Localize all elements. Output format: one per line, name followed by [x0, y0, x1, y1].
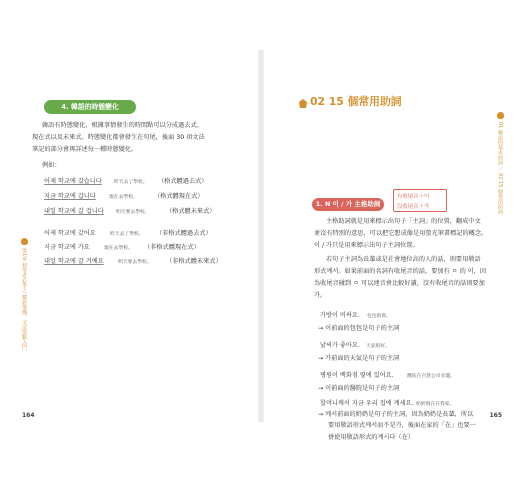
example-tag-2: （格式體現在式） — [154, 193, 204, 200]
example-tag-1: （格式體過去式） — [158, 178, 208, 185]
example-ko-2: 지금 학교에 갑니다 — [44, 193, 96, 200]
right-final-line-2: 併使用敬語形式的계시다（在） — [328, 434, 414, 441]
example-zh-4: 昨天去了學校。 — [110, 232, 144, 237]
hand-icon — [497, 112, 504, 119]
right-sidebar — [496, 112, 504, 230]
example-zh-3: 明天要去學校。 — [116, 210, 150, 215]
right-page — [264, 50, 514, 441]
example-tag-3: （格式體未來式） — [166, 208, 216, 215]
grammar-rule-1: 有收尾音＋이 — [397, 194, 430, 200]
example-zh-2: 現在去學校。 — [109, 195, 138, 200]
right-example-note-1: → 이前面的包包是句子的主詞 — [318, 325, 400, 332]
paragraph-line-1: 韓語有時態變化，根據事情發生的時間點可以分成過去式、 — [42, 122, 203, 129]
grammar-rule-2: 沒收尾音＋가 — [397, 204, 430, 210]
right-example-note-4: → 께서前面的奶奶是句子的主詞，因為奶奶是長輩，所以 — [318, 411, 474, 418]
example-ko-5: 지금 학교에 가요 — [44, 244, 90, 251]
right-example-ko-2: 날씨가 좋아요. — [320, 342, 360, 349]
right-example-zh-3: 醫院在百貨公司旁邊。 — [407, 374, 455, 379]
right-example-ko-3: 병원이 백화점 옆에 있어요. — [320, 372, 394, 379]
paragraph-line-3: 筆記的部分會再詳述每一種時態變化。 — [32, 146, 138, 153]
example-ko-6: 내일 학교에 갈 거예요 — [44, 258, 104, 265]
right-paragraph-line-4: 若句子主詞為長輩或是社會地位高的人的話，則要用敬語 — [326, 256, 481, 263]
paragraph-line-2: 現在式以及未來式。時態變化都會發生在句尾，後面 30 項文法 — [32, 134, 205, 141]
right-example-zh-2: 天氣很好。 — [366, 344, 390, 349]
right-example-ko-4: 할머니께서 지금 우리 집에 계세요. — [320, 400, 414, 407]
example-zh-6: 明天要去學校。 — [118, 260, 152, 265]
right-paragraph-line-5: 形式께서。如果前面的名詞有收尾音的話，要加有 ㅇ 的 이，因 — [314, 268, 487, 275]
book-spread — [6, 50, 514, 441]
left-page — [6, 50, 258, 422]
example-ko-1: 어제 학교에 갔습니다 — [44, 178, 102, 185]
example-tag-4: （非格式體過去式） — [156, 230, 212, 237]
right-example-note-3: → 이前面的醫院是句子的主詞 — [318, 385, 400, 392]
left-sidebar — [20, 238, 28, 388]
chapter-heading: 02 15 個常用助詞 — [310, 95, 402, 108]
right-paragraph-line-6: 為收尾音碰到 ㅇ 可以連音會比較好讀，沒有收尾音的話則要加 — [314, 280, 485, 287]
example-zh-1: 昨天去了學校。 — [114, 180, 148, 185]
right-sidebar-text: 01 韓語的基本助詞 ／ 02 15 個常用助詞 — [497, 122, 503, 215]
right-paragraph-line-3: 이 / 가只是用來標示出句子主詞位置。 — [314, 242, 419, 249]
chapter-icon — [298, 94, 308, 105]
example-tag-5: （非格式體現在式） — [144, 244, 200, 251]
left-sidebar-text: 第1章 初學者必學之 韓語架構，文法要點入門 — [21, 248, 27, 350]
right-example-ko-1: 가방이 비싸요. — [320, 312, 360, 319]
right-final-line-1: 要用敬語形式께서而不是가，後面在家的「在」也要一 — [328, 422, 476, 429]
right-example-note-2: → 가前面的天氣是句子的主詞 — [318, 355, 400, 362]
example-ko-3: 내일 학교에 갈 겁니다 — [44, 208, 104, 215]
left-page-number: 164 — [22, 412, 35, 419]
right-paragraph-line-1: 主格助詞就是用來標示出句子「主詞」的位置，翻成中文 — [326, 218, 481, 225]
grammar-badge: 1. N 이 / 가 主格助詞 — [312, 198, 384, 211]
right-example-zh-1: 包包很貴。 — [367, 314, 391, 319]
section-badge: 4. 韓語的時態變化 — [44, 100, 136, 114]
example-label: 例如： — [42, 162, 61, 169]
hand-icon — [21, 238, 28, 245]
right-page-number: 165 — [489, 412, 502, 419]
right-paragraph-line-7: 가。 — [314, 292, 327, 299]
example-ko-4: 어제 학교에 갔어요 — [44, 230, 96, 237]
example-tag-6: （非格式體未來式） — [166, 258, 222, 265]
right-paragraph-line-2: 並沒有特別的意思，可以把它想成像是用螢光筆畫標記的概念。 — [314, 230, 488, 237]
right-example-zh-4: 奶奶現在在我家。 — [416, 402, 455, 407]
example-zh-5: 現在去學校。 — [104, 246, 133, 251]
